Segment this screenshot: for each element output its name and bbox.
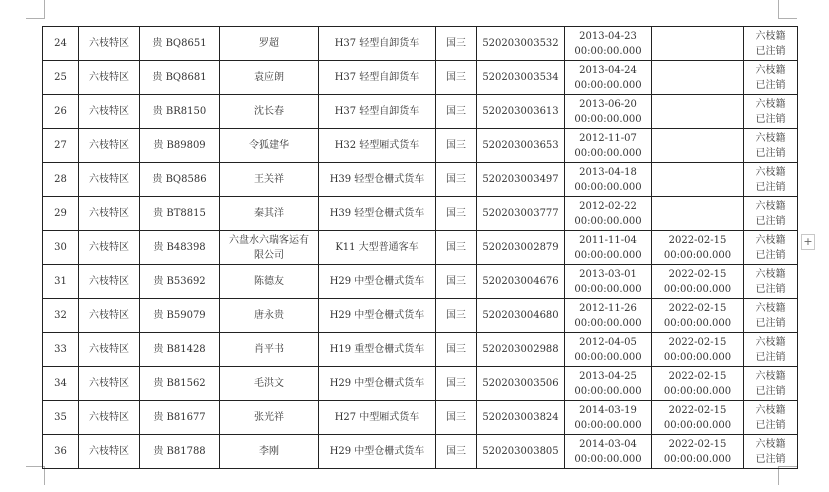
cell-status-line: 六枝籍 (755, 438, 786, 450)
cell-registration-date-line: 00:00:00.000 (574, 453, 642, 465)
cell-registration-date-line: 00:00:00.000 (574, 147, 642, 159)
cell-code[interactable]: 520203003653 (477, 129, 565, 163)
table-row (43, 129, 798, 163)
cell-deregistration-date[interactable] (652, 27, 744, 61)
cell-vehicle-type[interactable]: H39 轻型仓栅式货车 (319, 163, 436, 197)
cell-vehicle-type[interactable]: H37 轻型自卸货车 (319, 61, 436, 95)
cell-district[interactable]: 六枝特区 (79, 265, 140, 299)
cell-district[interactable]: 六枝特区 (79, 197, 140, 231)
cell-registration-date-line: 2013-06-20 (579, 98, 637, 110)
cell-owner[interactable] (220, 265, 319, 299)
cell-emission-standard[interactable]: 国三 (436, 435, 477, 469)
cell-owner-line: 罗超 (259, 38, 279, 49)
cell-row-number[interactable]: 33 (43, 333, 79, 367)
cell-plate-number[interactable]: 贵 B53692 (140, 265, 220, 299)
cell-deregistration-date[interactable] (652, 333, 744, 367)
cell-district[interactable]: 六枝特区 (79, 61, 140, 95)
cell-status-line: 六枝籍 (755, 166, 786, 178)
cell-registration-date[interactable] (565, 435, 652, 469)
cell-status[interactable] (744, 401, 798, 435)
cell-owner-line: 王关祥 (254, 174, 284, 185)
plus-icon: + (803, 235, 813, 248)
cell-vehicle-type[interactable]: H32 轻型厢式货车 (319, 129, 436, 163)
table-row (43, 231, 798, 265)
cell-status[interactable] (744, 61, 798, 95)
cell-plate-number[interactable]: 贵 B48398 (140, 231, 220, 265)
cell-owner-line: 肖平书 (254, 344, 284, 355)
cell-registration-date[interactable] (565, 129, 652, 163)
cell-registration-date-line: 00:00:00.000 (574, 385, 642, 397)
cell-status[interactable] (744, 299, 798, 333)
cell-deregistration-date-line: 2022-02-15 (668, 438, 727, 450)
cell-registration-date[interactable] (565, 299, 652, 333)
cell-deregistration-date[interactable] (652, 299, 744, 333)
cell-status-line: 六枝籍 (755, 404, 786, 416)
cell-row-number[interactable]: 29 (43, 197, 79, 231)
cell-registration-date-line: 00:00:00.000 (574, 283, 642, 295)
cell-status[interactable] (744, 27, 798, 61)
cell-emission-standard[interactable]: 国三 (436, 231, 477, 265)
cell-registration-date-line: 00:00:00.000 (574, 113, 642, 125)
cell-vehicle-type[interactable]: H29 中型仓栅式货车 (319, 299, 436, 333)
cell-status[interactable] (744, 435, 798, 469)
table-row (43, 367, 798, 401)
cell-owner[interactable] (220, 129, 319, 163)
cell-district[interactable]: 六枝特区 (79, 95, 140, 129)
cell-registration-date[interactable] (565, 401, 652, 435)
cell-owner-line: 秦其洋 (254, 208, 284, 219)
cell-status[interactable] (744, 265, 798, 299)
cell-status-line: 六枝籍 (755, 370, 786, 382)
cell-registration-date-line: 00:00:00.000 (574, 181, 642, 193)
cell-registration-date-line: 00:00:00.000 (574, 351, 642, 363)
cell-vehicle-type[interactable]: H19 重型仓栅式货车 (319, 333, 436, 367)
cell-district[interactable]: 六枝特区 (79, 27, 140, 61)
cell-owner[interactable] (220, 95, 319, 129)
cell-row-number[interactable]: 30 (43, 231, 79, 265)
cell-owner[interactable] (220, 61, 319, 95)
cell-deregistration-date[interactable] (652, 231, 744, 265)
cell-row-number[interactable]: 32 (43, 299, 79, 333)
cell-status-line: 已注销 (755, 453, 786, 465)
cell-deregistration-date[interactable] (652, 129, 744, 163)
cell-plate-number[interactable]: 贵 B81562 (140, 367, 220, 401)
cell-status-line: 已注销 (755, 385, 786, 397)
cell-district[interactable]: 六枝特区 (79, 333, 140, 367)
cell-plate-number[interactable]: 贵 B81428 (140, 333, 220, 367)
cell-row-number[interactable]: 36 (43, 435, 79, 469)
cell-plate-number[interactable]: 贵 B59079 (140, 299, 220, 333)
cell-code[interactable]: 520203003497 (477, 163, 565, 197)
cell-deregistration-date[interactable] (652, 435, 744, 469)
cell-registration-date[interactable] (565, 95, 652, 129)
cell-owner[interactable] (220, 231, 319, 265)
cell-status[interactable] (744, 197, 798, 231)
cell-status-line: 六枝籍 (755, 64, 786, 76)
add-row-button[interactable] (801, 234, 815, 250)
cell-deregistration-date-line: 2022-02-15 (668, 404, 727, 416)
cell-deregistration-date[interactable] (652, 61, 744, 95)
cell-owner[interactable] (220, 163, 319, 197)
cell-status-line: 六枝籍 (755, 132, 786, 144)
cell-registration-date-line: 2012-11-26 (579, 302, 637, 314)
cell-status-line: 已注销 (755, 351, 786, 363)
cell-owner-line: 李刚 (259, 446, 279, 457)
cell-code[interactable]: 520203003534 (477, 61, 565, 95)
cell-status[interactable] (744, 333, 798, 367)
cell-registration-date[interactable] (565, 61, 652, 95)
cell-vehicle-type[interactable]: H27 中型厢式货车 (319, 401, 436, 435)
vehicle-records-table (42, 26, 798, 469)
cell-registration-date[interactable] (565, 197, 652, 231)
cell-code[interactable]: 520203002879 (477, 231, 565, 265)
cell-row-number[interactable]: 27 (43, 129, 79, 163)
cell-registration-date-line: 00:00:00.000 (574, 249, 642, 261)
table-row (43, 61, 798, 95)
cell-code[interactable]: 520203002988 (477, 333, 565, 367)
page-corner-mark (778, 0, 797, 19)
cell-district[interactable]: 六枝特区 (79, 367, 140, 401)
cell-plate-number[interactable]: 贵 B89809 (140, 129, 220, 163)
cell-code[interactable]: 520203004676 (477, 265, 565, 299)
cell-row-number[interactable]: 28 (43, 163, 79, 197)
cell-registration-date-line: 00:00:00.000 (574, 215, 642, 227)
cell-owner-line: 六盘水六瑞客运有 (229, 234, 309, 246)
table-row (43, 435, 798, 469)
cell-registration-date-line: 2013-03-01 (579, 268, 637, 280)
cell-emission-standard[interactable]: 国三 (436, 163, 477, 197)
cell-owner-line: 陈德友 (254, 276, 284, 287)
cell-emission-standard[interactable]: 国三 (436, 265, 477, 299)
cell-owner[interactable] (220, 435, 319, 469)
cell-code[interactable]: 520203003532 (477, 27, 565, 61)
cell-registration-date-line: 2012-04-05 (579, 336, 637, 348)
cell-plate-number[interactable]: 贵 BT8815 (140, 197, 220, 231)
cell-owner[interactable] (220, 401, 319, 435)
cell-plate-number[interactable]: 贵 BR8150 (140, 95, 220, 129)
cell-district[interactable]: 六枝特区 (79, 163, 140, 197)
cell-deregistration-date-line: 2022-02-15 (668, 336, 727, 348)
cell-status-line: 已注销 (755, 215, 786, 227)
table-row (43, 95, 798, 129)
cell-emission-standard[interactable]: 国三 (436, 27, 477, 61)
cell-deregistration-date[interactable] (652, 197, 744, 231)
table-row (43, 27, 798, 61)
cell-status-line: 已注销 (755, 317, 786, 329)
cell-vehicle-type[interactable]: H37 轻型自卸货车 (319, 95, 436, 129)
cell-owner[interactable] (220, 197, 319, 231)
cell-registration-date[interactable] (565, 27, 652, 61)
cell-emission-standard[interactable]: 国三 (436, 61, 477, 95)
cell-status-line: 已注销 (755, 249, 786, 261)
cell-deregistration-date-line: 2022-02-15 (668, 302, 727, 314)
cell-owner[interactable] (220, 333, 319, 367)
cell-row-number[interactable]: 24 (43, 27, 79, 61)
cell-deregistration-date-line: 00:00:00.000 (663, 283, 732, 295)
cell-plate-number[interactable]: 贵 BQ8651 (140, 27, 220, 61)
cell-status-line: 六枝籍 (755, 302, 786, 314)
cell-deregistration-date-line: 2022-02-15 (668, 268, 727, 280)
cell-row-number[interactable]: 25 (43, 61, 79, 95)
cell-deregistration-date[interactable] (652, 401, 744, 435)
page-corner-mark (26, 0, 45, 19)
cell-status-line: 六枝籍 (755, 234, 786, 246)
cell-vehicle-type[interactable]: K11 大型普通客车 (319, 231, 436, 265)
cell-registration-date[interactable] (565, 265, 652, 299)
cell-district[interactable]: 六枝特区 (79, 435, 140, 469)
cell-code[interactable]: 520203004680 (477, 299, 565, 333)
cell-vehicle-type[interactable]: H37 轻型自卸货车 (319, 27, 436, 61)
cell-emission-standard[interactable]: 国三 (436, 367, 477, 401)
cell-emission-standard[interactable]: 国三 (436, 197, 477, 231)
cell-deregistration-date[interactable] (652, 367, 744, 401)
cell-status-line: 已注销 (755, 79, 786, 91)
cell-status-line: 已注销 (755, 283, 786, 295)
cell-status-line: 六枝籍 (755, 268, 786, 280)
cell-deregistration-date-line: 00:00:00.000 (663, 317, 732, 329)
cell-emission-standard[interactable]: 国三 (436, 401, 477, 435)
cell-registration-date-line: 2012-11-07 (579, 132, 637, 144)
cell-owner-line: 令狐建华 (249, 140, 289, 151)
cell-registration-date-line: 2013-04-24 (579, 64, 637, 76)
cell-vehicle-type[interactable]: H29 中型仓栅式货车 (319, 265, 436, 299)
cell-owner-line: 限公司 (254, 249, 284, 261)
cell-registration-date-line: 2014-03-19 (579, 404, 637, 416)
cell-deregistration-date-line: 00:00:00.000 (663, 419, 732, 431)
cell-registration-date-line: 00:00:00.000 (574, 317, 642, 329)
cell-plate-number[interactable]: 贵 BQ8681 (140, 61, 220, 95)
cell-registration-date[interactable] (565, 231, 652, 265)
cell-code[interactable]: 520203003824 (477, 401, 565, 435)
cell-status[interactable] (744, 231, 798, 265)
cell-deregistration-date[interactable] (652, 95, 744, 129)
table-row (43, 197, 798, 231)
cell-vehicle-type[interactable]: H29 中型仓栅式货车 (319, 367, 436, 401)
cell-status-line: 已注销 (755, 419, 786, 431)
cell-emission-standard[interactable]: 国三 (436, 299, 477, 333)
cell-district[interactable]: 六枝特区 (79, 231, 140, 265)
cell-registration-date-line: 2013-04-23 (579, 30, 637, 42)
cell-status-line: 六枝籍 (755, 200, 786, 212)
cell-code[interactable]: 520203003805 (477, 435, 565, 469)
cell-emission-standard[interactable]: 国三 (436, 333, 477, 367)
cell-status-line: 六枝籍 (755, 98, 786, 110)
cell-deregistration-date-line: 00:00:00.000 (663, 249, 732, 261)
cell-status[interactable] (744, 95, 798, 129)
cell-registration-date-line: 00:00:00.000 (574, 45, 642, 57)
cell-plate-number[interactable]: 贵 BQ8586 (140, 163, 220, 197)
cell-owner[interactable] (220, 27, 319, 61)
cell-district[interactable]: 六枝特区 (79, 401, 140, 435)
cell-registration-date[interactable] (565, 163, 652, 197)
cell-registration-date-line: 2013-04-25 (579, 370, 637, 382)
cell-status[interactable] (744, 129, 798, 163)
cell-emission-standard[interactable]: 国三 (436, 129, 477, 163)
cell-deregistration-date[interactable] (652, 163, 744, 197)
cell-emission-standard[interactable]: 国三 (436, 95, 477, 129)
cell-deregistration-date-line: 2022-02-15 (668, 370, 727, 382)
cell-status-line: 已注销 (755, 45, 786, 57)
cell-registration-date-line: 2011-11-04 (579, 234, 637, 246)
cell-code[interactable]: 520203003613 (477, 95, 565, 129)
cell-owner-line: 沈长春 (254, 106, 284, 117)
cell-vehicle-type[interactable]: H29 中型仓栅式货车 (319, 435, 436, 469)
cell-status[interactable] (744, 163, 798, 197)
table-row (43, 163, 798, 197)
cell-plate-number[interactable]: 贵 B81788 (140, 435, 220, 469)
cell-owner[interactable] (220, 299, 319, 333)
cell-district[interactable]: 六枝特区 (79, 299, 140, 333)
cell-row-number[interactable]: 34 (43, 367, 79, 401)
cell-status-line: 六枝籍 (755, 30, 786, 42)
cell-registration-date-line: 2012-02-22 (579, 200, 637, 212)
table-row (43, 299, 798, 333)
cell-vehicle-type[interactable]: H39 轻型仓栅式货车 (319, 197, 436, 231)
cell-row-number[interactable]: 35 (43, 401, 79, 435)
cell-registration-date-line: 00:00:00.000 (574, 79, 642, 91)
cell-owner-line: 张光祥 (254, 412, 284, 423)
cell-registration-date-line: 2014-03-04 (579, 438, 637, 450)
cell-deregistration-date[interactable] (652, 265, 744, 299)
table-row (43, 333, 798, 367)
table-row (43, 265, 798, 299)
cell-deregistration-date-line: 00:00:00.000 (663, 385, 732, 397)
cell-registration-date[interactable] (565, 367, 652, 401)
cell-status-line: 已注销 (755, 147, 786, 159)
cell-status[interactable] (744, 367, 798, 401)
cell-owner-line: 唐永贵 (254, 310, 284, 321)
cell-deregistration-date-line: 00:00:00.000 (663, 351, 732, 363)
cell-deregistration-date-line: 2022-02-15 (668, 234, 727, 246)
cell-registration-date[interactable] (565, 333, 652, 367)
table-body (43, 27, 798, 469)
cell-owner[interactable] (220, 367, 319, 401)
cell-code[interactable]: 520203003506 (477, 367, 565, 401)
cell-status-line: 已注销 (755, 181, 786, 193)
cell-registration-date-line: 00:00:00.000 (574, 419, 642, 431)
cell-row-number[interactable]: 26 (43, 95, 79, 129)
cell-row-number[interactable]: 31 (43, 265, 79, 299)
cell-owner-line: 毛洪文 (254, 378, 284, 389)
cell-status-line: 已注销 (755, 113, 786, 125)
cell-deregistration-date-line: 00:00:00.000 (663, 453, 732, 465)
table-row (43, 401, 798, 435)
cell-registration-date-line: 2013-04-18 (579, 166, 637, 178)
cell-code[interactable]: 520203003777 (477, 197, 565, 231)
cell-plate-number[interactable]: 贵 B81677 (140, 401, 220, 435)
cell-owner-line: 袁应朗 (254, 72, 284, 83)
cell-district[interactable]: 六枝特区 (79, 129, 140, 163)
cell-status-line: 六枝籍 (755, 336, 786, 348)
